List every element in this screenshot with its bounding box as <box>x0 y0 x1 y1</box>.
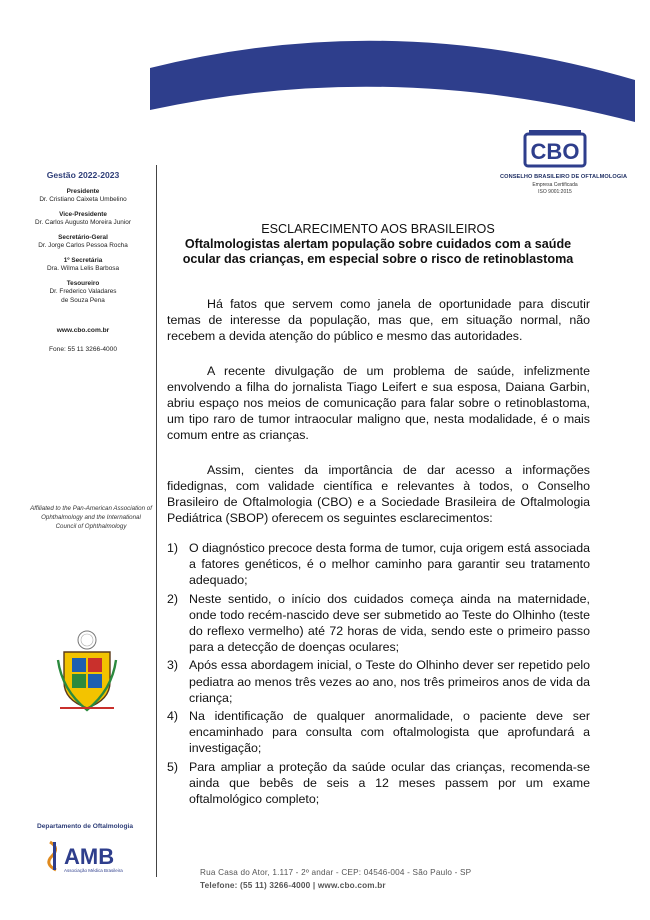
footer-contact: Telefone: (55 11) 3266-4000 | www.cbo.com.br <box>200 881 386 890</box>
item-text: Após essa abordagem inicial, o Teste do Olhinho dever ser repetido pelo pediatra ao menos três vezes ao ano, nos três primeiros anos de vida da criança; <box>189 658 590 705</box>
board-member-secretary-general <box>18 234 148 250</box>
recommendations-list <box>167 540 590 809</box>
item-number: 4) <box>167 709 179 724</box>
item-text: Neste sentido, o início dos cuidados começa ainda na maternidade, onde todo recém-nascido deve ser submetido ao Teste do Olhinho (teste do reflexo vermelho) até 72 horas de vida, sendo este o primeiro passo para a detecção de doenças oculares; <box>189 591 590 655</box>
role-label: Vice-Presidente <box>59 211 107 218</box>
phone-number: Fone: 55 11 3266-4000 <box>48 346 118 353</box>
role-label: Presidente <box>66 188 100 195</box>
member-name: Dr. Jorge Carlos Pessoa Rocha <box>38 242 128 249</box>
member-name: Dr. Carlos Augusto Moreira Junior <box>35 219 131 226</box>
role-label: Tesoureiro <box>66 280 100 287</box>
department-label: Departamento de Oftalmologia <box>37 823 133 830</box>
paragraph: Há fatos que servem como janela de oportunidade para discutir temas de interesse da população, mas que, em situação normal, não recebem a devida atenção do público e mesmo das autoridades. <box>167 297 590 344</box>
item-text: Na identificação de qualquer anormalidade, o paciente deve ser encaminhado para consulta com oftalmologista que aprofundará a investigação; <box>189 709 590 756</box>
page-footer <box>200 866 600 892</box>
website-link[interactable]: www.cbo.com.br <box>56 327 110 334</box>
member-name: Dra. Wilma Lelis Barbosa <box>46 265 120 272</box>
role-label: 1º Secretária <box>63 257 103 264</box>
list-item <box>167 540 590 589</box>
crest-icon <box>54 630 120 714</box>
cbo-logo <box>500 128 628 195</box>
board-member-first-secretary <box>18 257 148 273</box>
item-number: 2) <box>167 591 179 606</box>
paragraph: Assim, cientes da importância de dar acesso a informações fidedignas, com validade científica e relevantes à todos, o Conselho Brasileiro de Oftalmologia (CBO) e a Sociedade Brasileira de Oftalmologia Pediátrica (SBOP) oferecem os seguintes esclarecimentos: <box>167 462 590 526</box>
amb-logo <box>42 838 138 874</box>
item-number: 5) <box>167 759 179 774</box>
banner-arc <box>150 41 635 122</box>
item-text: Para ampliar a proteção da saúde ocular das crianças, recomenda-se ainda que bebês de seis a 12 meses passem por um exame oftalmológico completo; <box>189 759 590 807</box>
list-item <box>167 708 590 757</box>
list-item <box>167 759 590 808</box>
sidebar <box>18 170 148 353</box>
board-member-vice-president <box>18 211 148 227</box>
paragraph: A recente divulgação de um problema de saúde, infelizmente envolvendo a filha do jornalista Tiago Leifert e sua esposa, Daiana Garbin, abriu espaço nos meios de comunicação para falar sobre o retinoblastoma, um tipo raro de tumor intraocular maligno que, nesta modalidade, é o mais comum entre as crianças. <box>167 363 590 443</box>
cbo-logo-text: CBO <box>530 139 580 164</box>
cbo-logo-mark <box>523 128 587 172</box>
amb-full-name: Associação Médica Brasileira <box>64 868 123 873</box>
item-text: O diagnóstico precoce desta forma de tumor, cuja origem está associada a fatores genéticos, é o melhor caminho para garantir seu tratamento adequado; <box>189 541 590 588</box>
member-name: Dr. Cristiano Caixeta Umbelino <box>39 196 127 203</box>
page-subtitle: Oftalmologistas alertam população sobre cuidados com a saúde ocular das crianças, em especial sobre o risco de retinoblastoma <box>182 237 574 266</box>
document-body <box>167 296 590 544</box>
document-heading <box>168 222 588 267</box>
amb-logo-text: AMB <box>64 844 115 869</box>
footer-address: Rua Casa do Ator, 1.117 - 2º andar - CEP: 04546-004 - São Paulo - SP <box>200 868 472 877</box>
role-label: Secretário-Geral <box>58 234 108 241</box>
header-banner <box>0 0 650 130</box>
iso-label: ISO 9001:2015 <box>538 189 572 195</box>
member-name: Dr. Frederico Valadares <box>49 288 117 295</box>
sidebar-divider <box>156 165 157 877</box>
list-item <box>167 591 590 656</box>
board-member-treasurer <box>18 280 148 305</box>
item-number: 3) <box>167 658 179 673</box>
member-name-line2: de Souza Pena <box>61 297 105 304</box>
cbo-full-name: CONSELHO BRASILEIRO DE OFTALMOLOGIA <box>500 174 628 180</box>
affiliation-note: Affiliated to the Pan-American Association of Ophthalmology and the International Council of Ophthalmology <box>30 505 152 530</box>
board-member-president <box>18 188 148 204</box>
list-item <box>167 657 590 706</box>
item-number: 1) <box>167 541 179 555</box>
page-title: ESCLARECIMENTO AOS BRASILEIROS <box>261 222 495 236</box>
certified-label: Empresa Certificada <box>532 182 578 188</box>
sidebar-title: Gestão 2022-2023 <box>46 170 120 180</box>
